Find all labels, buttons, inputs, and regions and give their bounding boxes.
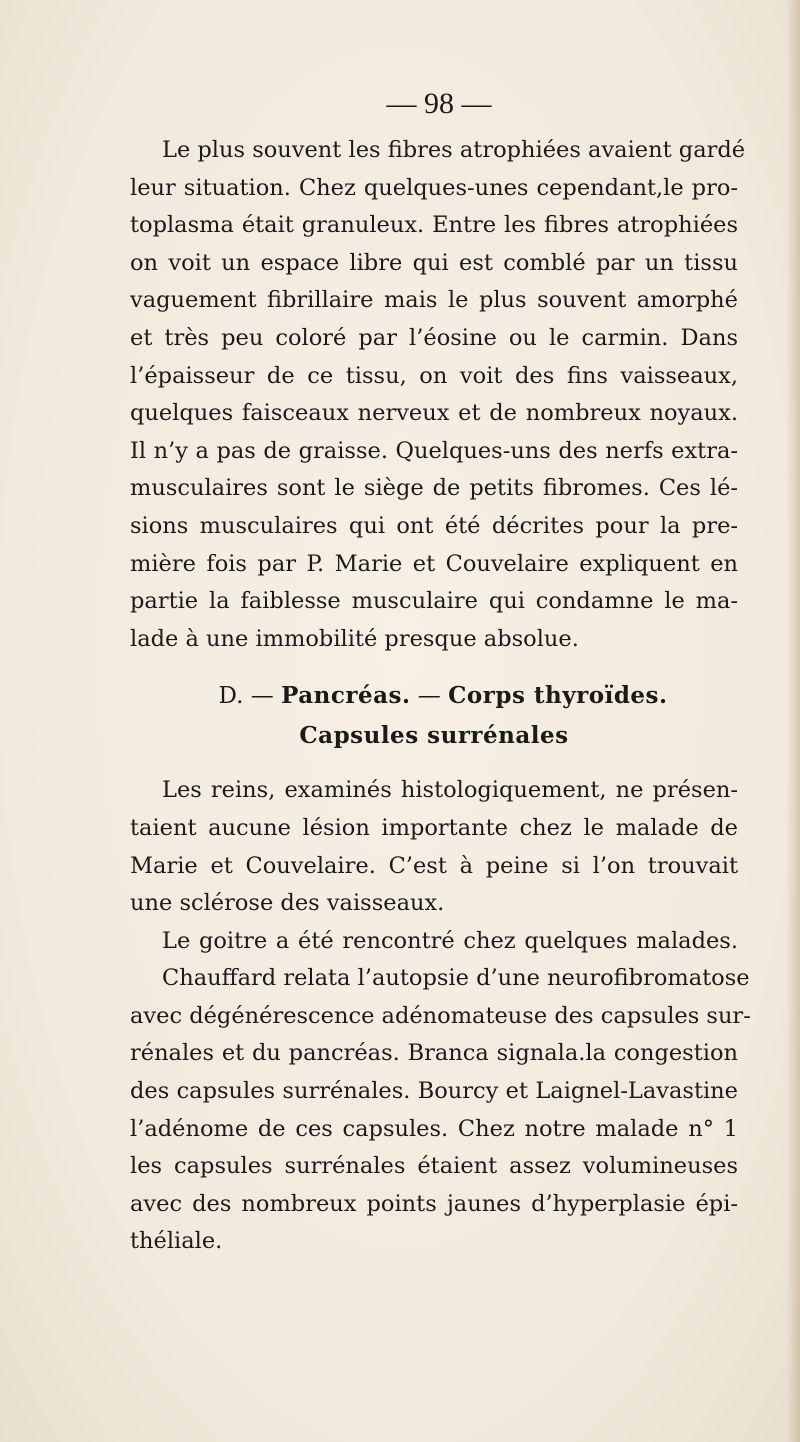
section-heading-line-2: Capsules surrénales — [299, 722, 569, 750]
text-line: une sclérose des vaisseaux. — [130, 890, 445, 917]
text-line: toplasma était granuleux. Entre les fibres atrophiées — [130, 212, 738, 239]
text-line: Le goitre a été rencontré chez quelques malades. — [162, 927, 738, 954]
text-line: sions musculaires qui ont été décrites pour la pre- — [130, 512, 738, 539]
text-line: leur situation. Chez quelques-unes cependant,le pro- — [130, 174, 738, 201]
text-line: rénales et du pancréas. Branca signala.la congestion — [130, 1040, 738, 1067]
text-line: théliale. — [130, 1228, 223, 1255]
text-line: Marie et Couvelaire. C’est à peine si l’on trouvait — [130, 852, 738, 879]
text-line: avec des nombreux points jaunes d’hyperplasie épi- — [130, 1190, 738, 1217]
text-line: partie la faiblesse musculaire qui condamne le ma- — [130, 588, 738, 615]
text-line: avec dégénérescence adénomateuse des capsules sur- — [130, 1002, 751, 1029]
text-line: mière fois par P. Marie et Couvelaire expliquent en — [130, 550, 738, 577]
section-heading-line-1 — [130, 676, 738, 716]
text-line: quelques faisceaux nerveux et de nombreux noyaux. — [130, 400, 738, 427]
paragraph-goitre — [130, 923, 738, 961]
text-line: Les reins, examinés histologiquement, ne présen- — [162, 777, 738, 804]
heading-pancreas: Pancréas. — [281, 682, 411, 710]
paragraph-fibres — [130, 132, 746, 658]
paragraph-reins — [130, 772, 738, 922]
heading-dash: — — [417, 683, 441, 710]
text-line: Il n’y a pas de graisse. Quelques-uns des nerfs extra- — [130, 437, 738, 464]
text-line: les capsules surrénales étaient assez volumineuses — [130, 1153, 738, 1180]
text-block — [130, 86, 751, 1261]
text-line: Chauffard relata l’autopsie d’une neurofibromatose — [162, 965, 750, 992]
text-line: taient aucune lésion importante chez le malade de — [130, 814, 738, 841]
heading-corps-thyroides: Corps thyroïdes. — [448, 682, 668, 710]
text-line: des capsules surrénales. Bourcy et Laignel-Lavastine — [130, 1078, 738, 1105]
text-line: musculaires sont le siège de petits fibromes. Ces lé- — [130, 475, 738, 502]
text-line: l’épaisseur de ce tissu, on voit des fins vaisseaux, — [130, 362, 738, 389]
section-heading — [130, 676, 738, 756]
text-line: l’adénome de ces capsules. Chez notre malade n° 1 — [130, 1115, 738, 1142]
text-line: Le plus souvent les fibres atrophiées avaient gardé — [162, 137, 746, 163]
section-letter: D. — — [218, 683, 274, 710]
paragraph-chauffard — [130, 960, 751, 1261]
text-line: et très peu coloré par l’éosine ou le carmin. Dans — [130, 324, 738, 351]
text-line: on voit un espace libre qui est comblé par un tissu — [130, 249, 738, 276]
text-line: vaguement fibrillaire mais le plus souvent amorphé — [130, 287, 738, 314]
spacer — [130, 758, 738, 772]
page-number: — 98 — — [386, 87, 492, 120]
text-line: lade à une immobilité presque absolue. — [130, 625, 579, 652]
page-edge-shadow — [786, 0, 800, 1442]
